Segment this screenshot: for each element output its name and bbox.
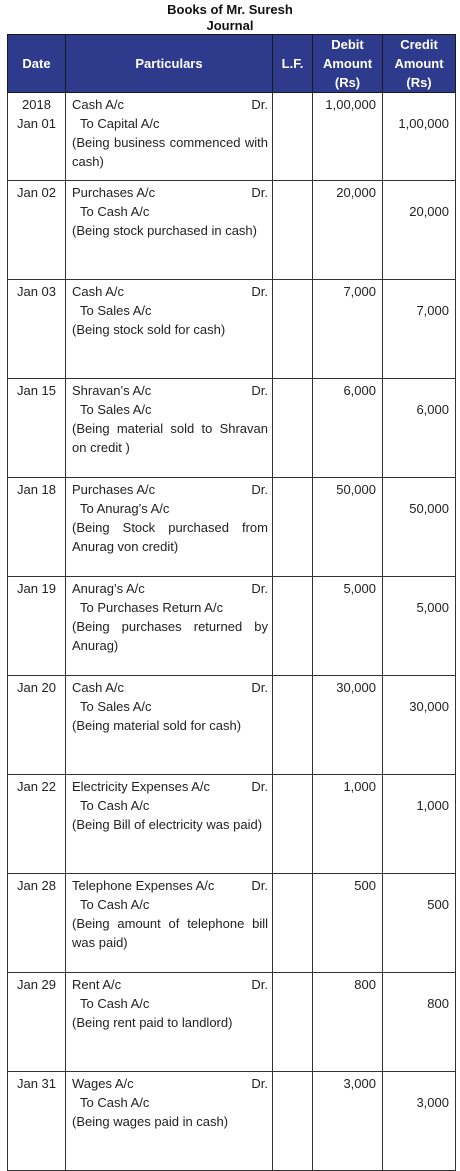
lf-cell <box>273 577 313 676</box>
debit-account: Cash A/c <box>72 97 125 112</box>
header-row <box>8 35 456 93</box>
particulars-cell <box>66 1072 273 1171</box>
credit-amount: 800 <box>427 996 449 1011</box>
credit-account: To Cash A/c <box>80 1095 150 1110</box>
credit-cell <box>383 280 456 379</box>
debit-account-line <box>72 381 268 400</box>
particulars-cell <box>66 280 273 379</box>
debit-account-line <box>72 975 268 994</box>
dr-marker: Dr. <box>251 878 268 893</box>
narration: (Being material sold to Shravan on credit ) <box>72 421 268 455</box>
debit-account: Cash A/c <box>72 680 125 695</box>
credit-account: To Sales A/c <box>80 699 152 714</box>
credit-cell <box>383 181 456 280</box>
date-cell <box>8 93 66 181</box>
particulars-cell <box>66 577 273 676</box>
credit-account: To Sales A/c <box>80 303 152 318</box>
debit-amount: 20,000 <box>336 185 376 200</box>
date-cell <box>8 775 66 874</box>
narration: (Being wages paid in cash) <box>72 1114 229 1129</box>
entry-date: Jan 02 <box>16 185 57 200</box>
credit-cell <box>383 577 456 676</box>
date-cell <box>8 973 66 1072</box>
debit-amount: 7,000 <box>343 284 376 299</box>
debit-amount: 6,000 <box>343 383 376 398</box>
date-cell <box>8 676 66 775</box>
credit-cell <box>383 93 456 181</box>
table-row <box>8 973 456 1072</box>
credit-account: To Cash A/c <box>80 204 150 219</box>
debit-account: Cash A/c <box>72 284 125 299</box>
date-cell <box>8 577 66 676</box>
debit-amount: 3,000 <box>343 1076 376 1091</box>
debit-cell <box>313 93 383 181</box>
table-row <box>8 280 456 379</box>
entry-date: Jan 19 <box>16 581 57 596</box>
header-credit <box>383 35 456 93</box>
table-row <box>8 577 456 676</box>
table-row <box>8 775 456 874</box>
debit-account-line <box>72 678 268 697</box>
narration: (Being business commenced with cash) <box>72 135 268 169</box>
debit-account: Purchases A/c <box>72 482 156 497</box>
dr-marker: Dr. <box>251 284 268 299</box>
document-title: Books of Mr. Suresh <box>167 2 293 17</box>
header-debit-line: Debit <box>331 37 364 52</box>
credit-account: To Sales A/c <box>80 402 152 417</box>
debit-cell <box>313 874 383 973</box>
debit-account-line <box>72 282 268 301</box>
lf-cell <box>273 676 313 775</box>
document-title-block <box>0 0 460 34</box>
header-debit <box>313 35 383 93</box>
narration: (Being rent paid to landlord) <box>72 1015 233 1030</box>
credit-cell <box>383 379 456 478</box>
header-date: Date <box>8 35 66 93</box>
debit-amount: 500 <box>354 878 376 893</box>
debit-account: Anurag’s A/c <box>72 581 145 596</box>
table-row <box>8 379 456 478</box>
credit-amount: 7,000 <box>416 303 449 318</box>
lf-cell <box>273 973 313 1072</box>
credit-account: To Capital A/c <box>80 116 160 131</box>
date-cell <box>8 874 66 973</box>
particulars-cell <box>66 676 273 775</box>
date-cell <box>8 478 66 577</box>
lf-cell <box>273 379 313 478</box>
credit-cell <box>383 973 456 1072</box>
debit-account: Shravan’s A/c <box>72 383 152 398</box>
credit-cell <box>383 874 456 973</box>
date-cell <box>8 1072 66 1171</box>
credit-account: To Cash A/c <box>80 897 150 912</box>
particulars-cell <box>66 478 273 577</box>
dr-marker: Dr. <box>251 1076 268 1091</box>
document-subtitle: Journal <box>206 18 254 33</box>
table-row <box>8 93 456 181</box>
narration: (Being Bill of electricity was paid) <box>72 817 263 832</box>
debit-cell <box>313 280 383 379</box>
narration: (Being stock sold for cash) <box>72 322 226 337</box>
entry-date: Jan 15 <box>16 383 57 398</box>
credit-amount: 1,00,000 <box>398 116 449 131</box>
debit-cell <box>313 1072 383 1171</box>
debit-account-line <box>72 579 268 598</box>
table-row <box>8 1072 456 1171</box>
debit-account: Purchases A/c <box>72 185 156 200</box>
dr-marker: Dr. <box>251 185 268 200</box>
journal-table <box>7 34 456 1171</box>
credit-amount: 500 <box>427 897 449 912</box>
header-credit-line: (Rs) <box>406 75 432 90</box>
particulars-cell <box>66 874 273 973</box>
debit-account: Rent A/c <box>72 977 122 992</box>
dr-marker: Dr. <box>251 581 268 596</box>
debit-cell <box>313 973 383 1072</box>
debit-account: Telephone Expenses A/c <box>72 878 215 893</box>
debit-account: Wages A/c <box>72 1076 134 1091</box>
particulars-cell <box>66 181 273 280</box>
debit-account-line <box>72 95 268 114</box>
particulars-cell <box>66 775 273 874</box>
debit-cell <box>313 775 383 874</box>
particulars-cell <box>66 973 273 1072</box>
header-lf: L.F. <box>273 35 313 93</box>
debit-account: Electricity Expenses A/c <box>72 779 210 794</box>
particulars-cell <box>66 93 273 181</box>
journal-body <box>8 93 456 1171</box>
debit-amount: 5,000 <box>343 581 376 596</box>
dr-marker: Dr. <box>251 977 268 992</box>
debit-cell <box>313 478 383 577</box>
entry-date: Jan 29 <box>16 977 57 992</box>
narration: (Being Stock purchased from Anurag von credit) <box>72 520 268 554</box>
lf-cell <box>273 93 313 181</box>
debit-amount: 1,00,000 <box>325 97 376 112</box>
debit-amount: 800 <box>354 977 376 992</box>
credit-amount: 5,000 <box>416 600 449 615</box>
particulars-cell <box>66 379 273 478</box>
entry-date: Jan 22 <box>16 779 57 794</box>
header-debit-line: Amount <box>322 56 373 71</box>
narration: (Being purchases returned by Anurag) <box>72 619 268 653</box>
entry-date: Jan 28 <box>16 878 57 893</box>
credit-cell <box>383 775 456 874</box>
date-cell <box>8 181 66 280</box>
credit-amount: 1,000 <box>416 798 449 813</box>
narration: (Being amount of telephone bill was paid) <box>72 916 268 950</box>
debit-amount: 30,000 <box>336 680 376 695</box>
debit-cell <box>313 379 383 478</box>
table-row <box>8 874 456 973</box>
entry-date: Jan 31 <box>16 1076 57 1091</box>
dr-marker: Dr. <box>251 482 268 497</box>
header-credit-line: Credit <box>400 37 438 52</box>
dr-marker: Dr. <box>251 779 268 794</box>
header-debit-line: (Rs) <box>334 75 361 90</box>
date-cell <box>8 280 66 379</box>
lf-cell <box>273 775 313 874</box>
credit-amount: 3,000 <box>416 1095 449 1110</box>
lf-cell <box>273 1072 313 1171</box>
credit-account: To Cash A/c <box>80 798 150 813</box>
lf-cell <box>273 874 313 973</box>
debit-cell <box>313 676 383 775</box>
debit-cell <box>313 181 383 280</box>
header-credit-line: Amount <box>394 56 444 71</box>
credit-cell <box>383 1072 456 1171</box>
entry-date: Jan 18 <box>16 482 57 497</box>
credit-cell <box>383 478 456 577</box>
header-particulars: Particulars <box>66 35 273 93</box>
debit-account-line <box>72 1074 268 1093</box>
lf-cell <box>273 478 313 577</box>
dr-marker: Dr. <box>251 383 268 398</box>
lf-cell <box>273 181 313 280</box>
credit-amount: 20,000 <box>409 204 449 219</box>
lf-cell <box>273 280 313 379</box>
credit-amount: 30,000 <box>409 699 449 714</box>
table-row <box>8 676 456 775</box>
dr-marker: Dr. <box>251 97 268 112</box>
debit-amount: 1,000 <box>343 779 376 794</box>
debit-account-line <box>72 480 268 499</box>
credit-account: To Purchases Return A/c <box>80 600 224 615</box>
debit-account-line <box>72 777 268 796</box>
credit-amount: 6,000 <box>416 402 449 417</box>
year-label: 2018 <box>22 97 51 112</box>
narration: (Being material sold for cash) <box>72 718 242 733</box>
narration: (Being stock purchased in cash) <box>72 223 257 238</box>
entry-date: Jan 03 <box>16 284 57 299</box>
debit-account-line <box>72 876 268 895</box>
credit-amount: 50,000 <box>409 501 449 516</box>
table-row <box>8 181 456 280</box>
date-cell <box>8 379 66 478</box>
credit-cell <box>383 676 456 775</box>
entry-date: Jan 01 <box>16 116 57 131</box>
credit-account: To Anurag’s A/c <box>80 501 170 516</box>
table-row <box>8 478 456 577</box>
debit-cell <box>313 577 383 676</box>
dr-marker: Dr. <box>251 680 268 695</box>
debit-account-line <box>72 183 268 202</box>
entry-date: Jan 20 <box>16 680 57 695</box>
credit-account: To Cash A/c <box>80 996 150 1011</box>
debit-amount: 50,000 <box>336 482 376 497</box>
